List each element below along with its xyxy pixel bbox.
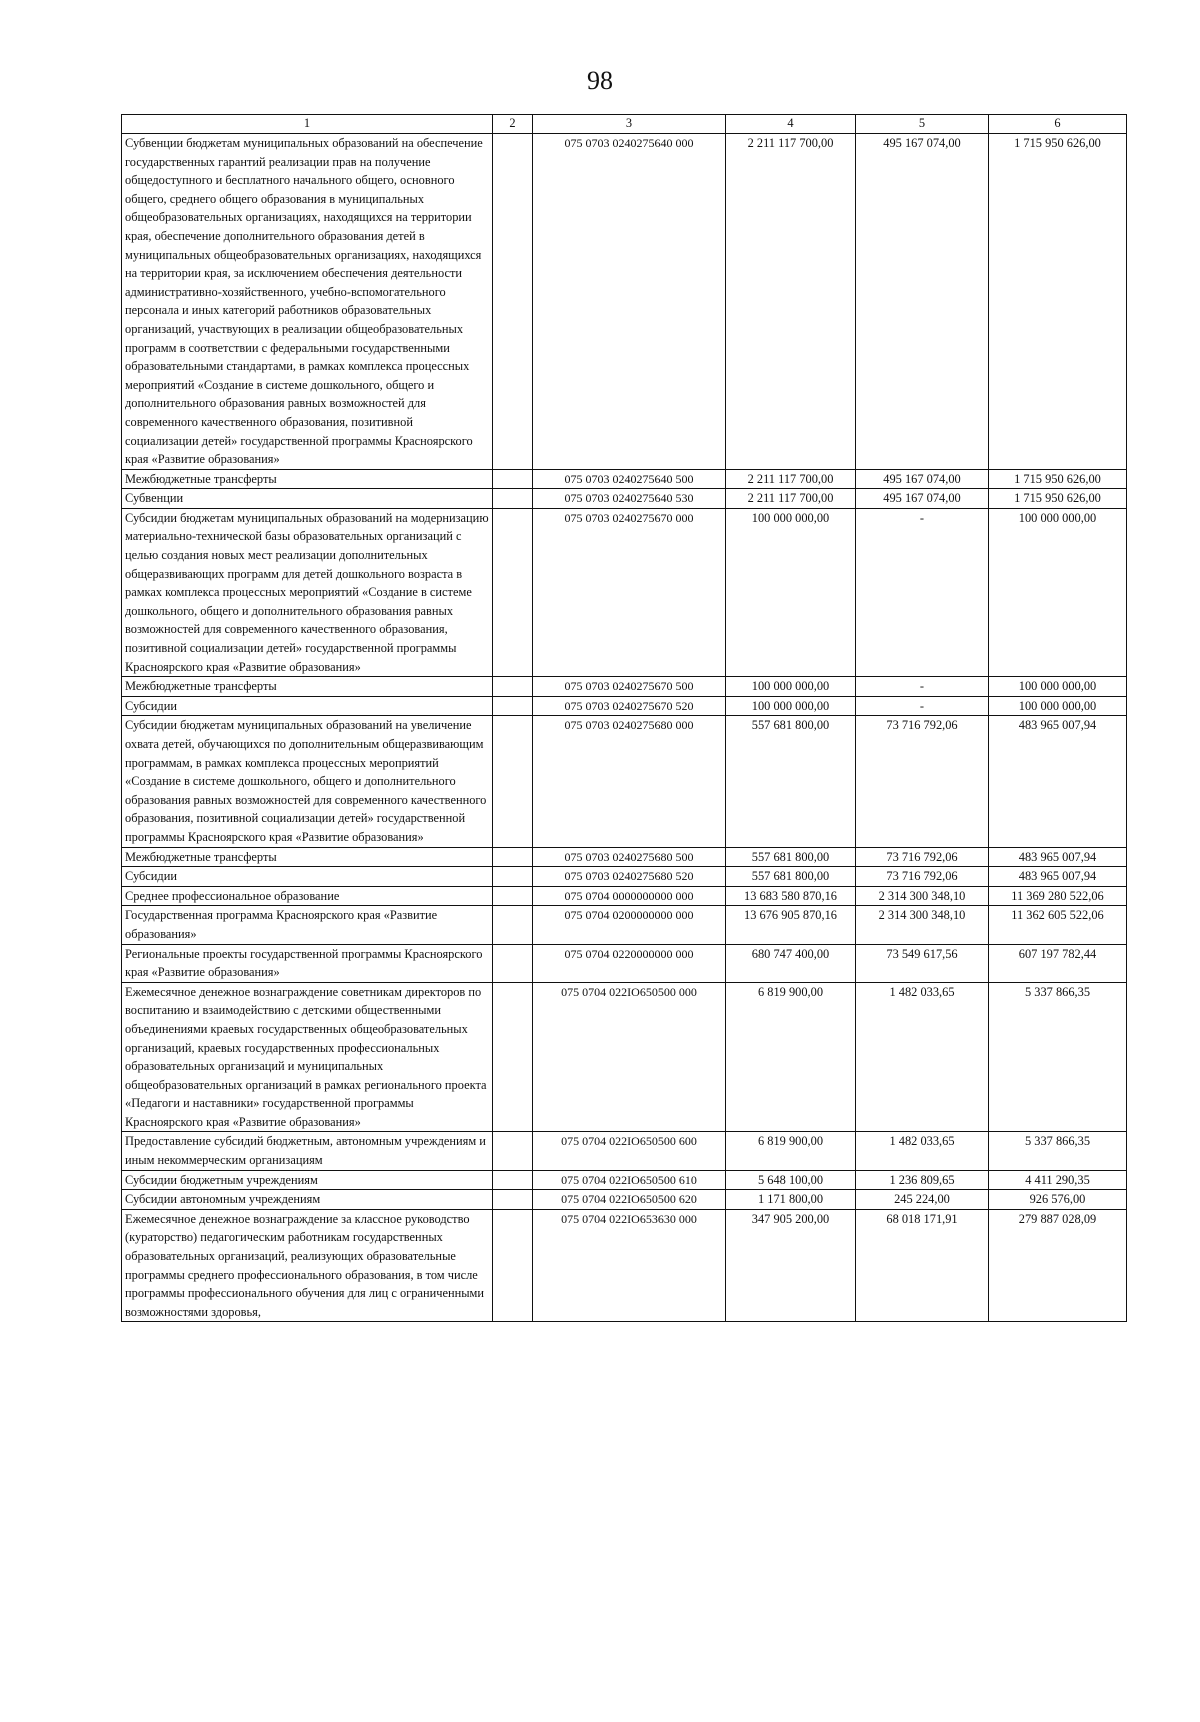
- table-row: [122, 1209, 1127, 1322]
- table-row: [122, 906, 1127, 944]
- executed-amount-cell: 495 167 074,00: [856, 469, 989, 489]
- item-name-cell: Субсидии бюджетам муниципальных образований на увеличение охвата детей, обучающихся по дополнительным общеразвивающим программам, в рамках комплекса процессных мероприятий «Создание в системе дошкольного, общего и дополнительного образования равных возможностей для современного качественного образования, позитивной социализации детей» государственной программы Красноярского края «Развитие образования»: [122, 716, 493, 847]
- table-row: [122, 489, 1127, 509]
- approved-amount-cell: 5 648 100,00: [726, 1170, 856, 1190]
- item-name-cell: Субсидии: [122, 867, 493, 887]
- item-name-cell: Ежемесячное денежное вознаграждение за классное руководство (кураторство) педагогическим работникам государственных образовательных организаций, реализующих образовательные программы среднего профессионального образования, в том числе программы профессионального обучения для лиц с ограниченными возможностями здоровья,: [122, 1209, 493, 1322]
- executed-amount-cell: 245 224,00: [856, 1190, 989, 1210]
- column-header: 1: [122, 115, 493, 134]
- item-name-cell: Субсидии: [122, 696, 493, 716]
- approved-amount-cell: 680 747 400,00: [726, 944, 856, 982]
- approved-amount-cell: 13 676 905 870,16: [726, 906, 856, 944]
- item-name-cell: Субсидии бюджетам муниципальных образований на модернизацию материально-технической базы образовательных организаций с целью создания новых мест реализации дополнительных общеразвивающих программ для детей дошкольного возраста в рамках комплекса процессных мероприятий «Создание в системе дошкольного, общего и дополнительного образования равных возможностей для современного качественного образования, позитивной социализации детей» государственной программы Красноярского края «Развитие образования»: [122, 508, 493, 676]
- unexecuted-amount-cell: 11 362 605 522,06: [989, 906, 1127, 944]
- executed-amount-cell: 73 549 617,56: [856, 944, 989, 982]
- executed-amount-cell: 1 482 033,65: [856, 1132, 989, 1170]
- column-2-cell: [493, 469, 533, 489]
- approved-amount-cell: 2 211 117 700,00: [726, 469, 856, 489]
- column-header: 6: [989, 115, 1127, 134]
- budget-code-cell: 075 0703 0240275670 500: [533, 677, 726, 697]
- unexecuted-amount-cell: 607 197 782,44: [989, 944, 1127, 982]
- unexecuted-amount-cell: 926 576,00: [989, 1190, 1127, 1210]
- executed-amount-cell: 1 236 809,65: [856, 1170, 989, 1190]
- executed-amount-cell: 73 716 792,06: [856, 867, 989, 887]
- budget-code-cell: 075 0703 0240275680 000: [533, 716, 726, 847]
- page-number: 98: [587, 66, 613, 95]
- approved-amount-cell: 100 000 000,00: [726, 677, 856, 697]
- budget-code-cell: 075 0703 0240275670 000: [533, 508, 726, 676]
- budget-code-cell: 075 0704 0220000000 000: [533, 944, 726, 982]
- column-2-cell: [493, 867, 533, 887]
- item-name-cell: Межбюджетные трансферты: [122, 847, 493, 867]
- executed-amount-cell: 1 482 033,65: [856, 982, 989, 1132]
- unexecuted-amount-cell: 11 369 280 522,06: [989, 886, 1127, 906]
- approved-amount-cell: 13 683 580 870,16: [726, 886, 856, 906]
- item-name-cell: Ежемесячное денежное вознаграждение советникам директоров по воспитанию и взаимодействию с детскими общественными объединениями краевых государственных общеобразовательных организаций, краевых государственных профессиональных образовательных организаций и муниципальных общеобразовательных организаций в рамках регионального проекта «Педагоги и наставники» государственной программы Красноярского края «Развитие образования»: [122, 982, 493, 1132]
- table-row: [122, 982, 1127, 1132]
- table-row: [122, 1190, 1127, 1210]
- unexecuted-amount-cell: 483 965 007,94: [989, 847, 1127, 867]
- table-row: [122, 944, 1127, 982]
- unexecuted-amount-cell: 1 715 950 626,00: [989, 489, 1127, 509]
- budget-code-cell: 075 0704 022IО650500 600: [533, 1132, 726, 1170]
- column-2-cell: [493, 906, 533, 944]
- item-name-cell: Межбюджетные трансферты: [122, 469, 493, 489]
- executed-amount-cell: 73 716 792,06: [856, 716, 989, 847]
- unexecuted-amount-cell: 100 000 000,00: [989, 696, 1127, 716]
- budget-code-cell: 075 0703 0240275670 520: [533, 696, 726, 716]
- executed-amount-cell: -: [856, 677, 989, 697]
- column-2-cell: [493, 489, 533, 509]
- table-row: [122, 677, 1127, 697]
- column-2-cell: [493, 716, 533, 847]
- budget-code-cell: 075 0704 022IО650500 620: [533, 1190, 726, 1210]
- budget-code-cell: 075 0703 0240275680 500: [533, 847, 726, 867]
- item-name-cell: Субвенции: [122, 489, 493, 509]
- approved-amount-cell: 100 000 000,00: [726, 696, 856, 716]
- budget-code-cell: 075 0703 0240275640 000: [533, 134, 726, 470]
- executed-amount-cell: -: [856, 696, 989, 716]
- item-name-cell: Субсидии автономным учреждениям: [122, 1190, 493, 1210]
- column-header: 3: [533, 115, 726, 134]
- table-header-row: [122, 115, 1127, 134]
- approved-amount-cell: 2 211 117 700,00: [726, 134, 856, 470]
- table-row: [122, 696, 1127, 716]
- executed-amount-cell: 73 716 792,06: [856, 847, 989, 867]
- executed-amount-cell: 2 314 300 348,10: [856, 906, 989, 944]
- table-row: [122, 867, 1127, 887]
- budget-table: [121, 114, 1127, 1322]
- column-header: 2: [493, 115, 533, 134]
- budget-code-cell: 075 0703 0240275640 530: [533, 489, 726, 509]
- unexecuted-amount-cell: 1 715 950 626,00: [989, 134, 1127, 470]
- column-2-cell: [493, 1209, 533, 1322]
- budget-code-cell: 075 0704 022IО653630 000: [533, 1209, 726, 1322]
- column-2-cell: [493, 982, 533, 1132]
- unexecuted-amount-cell: 279 887 028,09: [989, 1209, 1127, 1322]
- approved-amount-cell: 6 819 900,00: [726, 982, 856, 1132]
- approved-amount-cell: 557 681 800,00: [726, 847, 856, 867]
- budget-code-cell: 075 0704 022IО650500 610: [533, 1170, 726, 1190]
- table-row: [122, 886, 1127, 906]
- column-2-cell: [493, 847, 533, 867]
- column-2-cell: [493, 1132, 533, 1170]
- approved-amount-cell: 6 819 900,00: [726, 1132, 856, 1170]
- unexecuted-amount-cell: 100 000 000,00: [989, 508, 1127, 676]
- column-2-cell: [493, 886, 533, 906]
- executed-amount-cell: 68 018 171,91: [856, 1209, 989, 1322]
- column-2-cell: [493, 696, 533, 716]
- item-name-cell: Субвенции бюджетам муниципальных образований на обеспечение государственных гарантий реализации прав на получение общедоступного и бесплатного начального общего, основного общего, среднего общего образования в муниципальных общеобразовательных организациях, находящихся на территории края, обеспечение дополнительного образования детей в муниципальных общеобразовательных организациях, находящихся на территории края, за исключением обеспечения деятельности административно-хозяйственного, учебно-вспомогательного персонала и иных категорий работников образовательных организаций, участвующих в реализации общеобразовательных программ в соответствии с федеральными государственными образовательными стандартами, в рамках комплекса процессных мероприятий «Создание в системе дошкольного, общего и дополнительного образования равных возможностей для современного качественного образования, позитивной социализации детей» государственной программы Красноярского края «Развитие образования»: [122, 134, 493, 470]
- budget-code-cell: 075 0703 0240275640 500: [533, 469, 726, 489]
- executed-amount-cell: 495 167 074,00: [856, 134, 989, 470]
- table-row: [122, 716, 1127, 847]
- budget-code-cell: 075 0704 0200000000 000: [533, 906, 726, 944]
- table-row: [122, 1170, 1127, 1190]
- item-name-cell: Межбюджетные трансферты: [122, 677, 493, 697]
- approved-amount-cell: 557 681 800,00: [726, 867, 856, 887]
- executed-amount-cell: 495 167 074,00: [856, 489, 989, 509]
- column-2-cell: [493, 508, 533, 676]
- executed-amount-cell: 2 314 300 348,10: [856, 886, 989, 906]
- column-2-cell: [493, 944, 533, 982]
- column-header: 5: [856, 115, 989, 134]
- approved-amount-cell: 557 681 800,00: [726, 716, 856, 847]
- budget-code-cell: 075 0703 0240275680 520: [533, 867, 726, 887]
- column-header: 4: [726, 115, 856, 134]
- unexecuted-amount-cell: 5 337 866,35: [989, 982, 1127, 1132]
- unexecuted-amount-cell: 1 715 950 626,00: [989, 469, 1127, 489]
- column-2-cell: [493, 134, 533, 470]
- table-row: [122, 508, 1127, 676]
- approved-amount-cell: 347 905 200,00: [726, 1209, 856, 1322]
- unexecuted-amount-cell: 100 000 000,00: [989, 677, 1127, 697]
- table-row: [122, 469, 1127, 489]
- column-2-cell: [493, 1170, 533, 1190]
- approved-amount-cell: 1 171 800,00: [726, 1190, 856, 1210]
- table-row: [122, 134, 1127, 470]
- table-row: [122, 847, 1127, 867]
- table-row: [122, 1132, 1127, 1170]
- item-name-cell: Государственная программа Красноярского края «Развитие образования»: [122, 906, 493, 944]
- budget-code-cell: 075 0704 022IО650500 000: [533, 982, 726, 1132]
- column-2-cell: [493, 677, 533, 697]
- item-name-cell: Региональные проекты государственной программы Красноярского края «Развитие образования»: [122, 944, 493, 982]
- budget-code-cell: 075 0704 0000000000 000: [533, 886, 726, 906]
- approved-amount-cell: 2 211 117 700,00: [726, 489, 856, 509]
- unexecuted-amount-cell: 5 337 866,35: [989, 1132, 1127, 1170]
- item-name-cell: Субсидии бюджетным учреждениям: [122, 1170, 493, 1190]
- unexecuted-amount-cell: 4 411 290,35: [989, 1170, 1127, 1190]
- unexecuted-amount-cell: 483 965 007,94: [989, 867, 1127, 887]
- column-2-cell: [493, 1190, 533, 1210]
- unexecuted-amount-cell: 483 965 007,94: [989, 716, 1127, 847]
- approved-amount-cell: 100 000 000,00: [726, 508, 856, 676]
- executed-amount-cell: -: [856, 508, 989, 676]
- item-name-cell: Предоставление субсидий бюджетным, автономным учреждениям и иным некоммерческим организациям: [122, 1132, 493, 1170]
- item-name-cell: Среднее профессиональное образование: [122, 886, 493, 906]
